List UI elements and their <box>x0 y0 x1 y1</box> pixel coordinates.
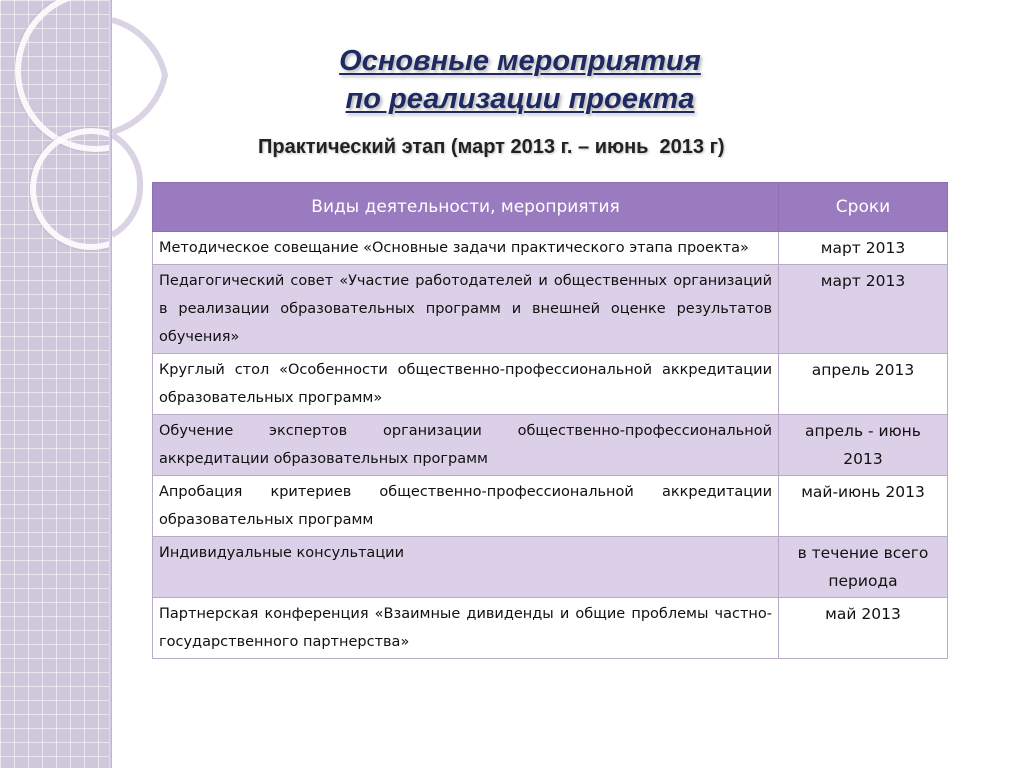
stage-subtitle: Практический этап (март 2013 г. – июнь 2013 г) <box>258 136 725 158</box>
row-activity: Апробация критериев общественно-профессиональной аккредитации образовательных программ <box>153 476 779 537</box>
decorative-ring <box>30 128 112 250</box>
table-row <box>153 537 948 598</box>
row-activity: Методическое совещание «Основные задачи практического этапа проекта» <box>153 232 779 265</box>
row-term: март 2013 <box>779 232 948 265</box>
side-strip-edge <box>109 0 112 768</box>
table-row <box>153 232 948 265</box>
row-term: в течение всего периода <box>779 537 948 598</box>
header-term: Сроки <box>779 183 948 232</box>
row-activity: Индивидуальные консультации <box>153 537 779 598</box>
table-row <box>153 476 948 537</box>
table-row <box>153 598 948 659</box>
table-header-row <box>153 183 948 232</box>
row-term: май 2013 <box>779 598 948 659</box>
table-row <box>153 265 948 354</box>
row-term: март 2013 <box>779 265 948 354</box>
title-line-1: Основные мероприятия <box>339 45 701 77</box>
table-row <box>153 415 948 476</box>
page-title <box>250 42 790 118</box>
row-term: май-июнь 2013 <box>779 476 948 537</box>
title-line-2: по реализации проекта <box>345 83 695 115</box>
row-activity: Педагогический совет «Участие работодателей и общественных организаций в реализации образовательных программ и внешней оценке результатов обучения» <box>153 265 779 354</box>
row-activity: Обучение экспертов организации общественно-профессиональной аккредитации образовательных программ <box>153 415 779 476</box>
decorative-side-strip <box>0 0 112 768</box>
row-activity: Круглый стол «Особенности общественно-профессиональной аккредитации образовательных программ» <box>153 354 779 415</box>
row-term: апрель - июнь 2013 <box>779 415 948 476</box>
row-term: апрель 2013 <box>779 354 948 415</box>
row-activity: Партнерская конференция «Взаимные дивиденды и общие проблемы частно-государственного партнерства» <box>153 598 779 659</box>
events-table <box>152 182 948 659</box>
table-row <box>153 354 948 415</box>
header-activity: Виды деятельности, мероприятия <box>153 183 779 232</box>
